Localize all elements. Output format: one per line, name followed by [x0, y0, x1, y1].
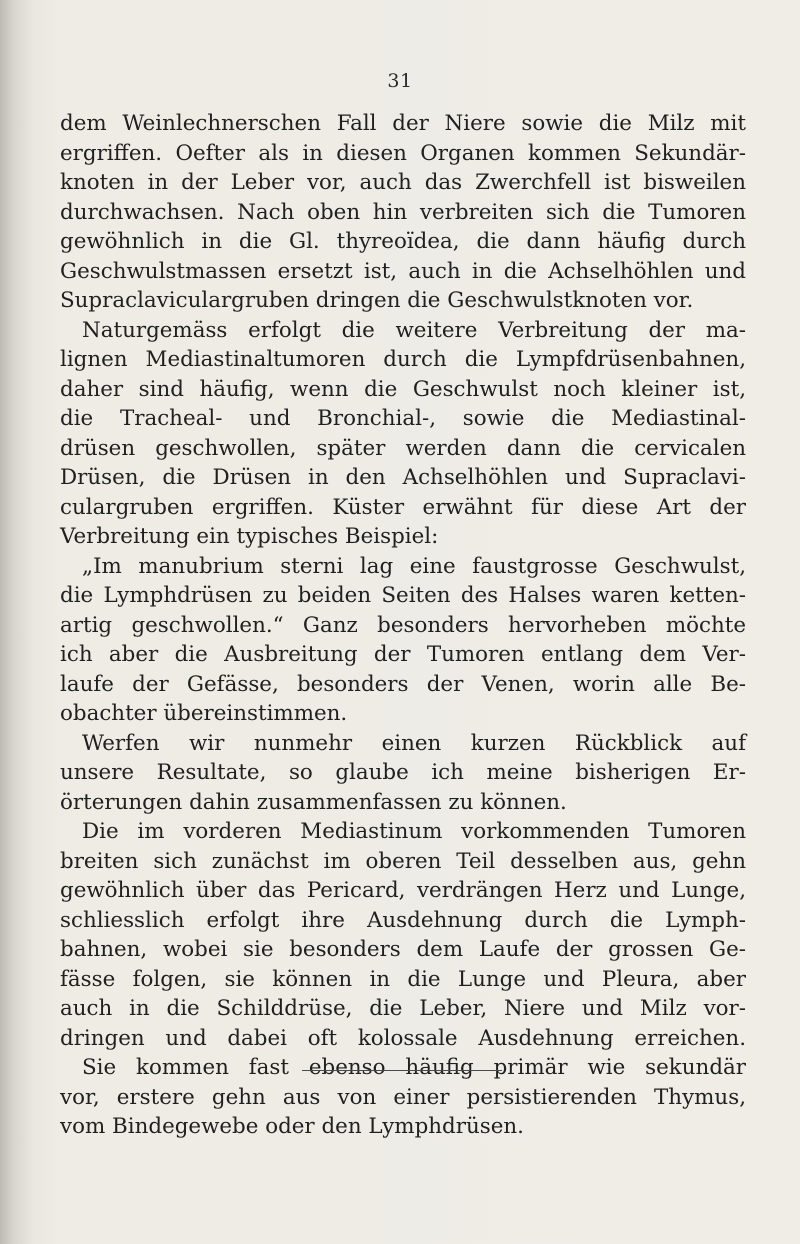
text-line: drüsen geschwollen, später werden dann die cervicalen — [60, 435, 746, 461]
text-line: culargruben ergriffen. Küster erwähnt für diese Art der — [60, 494, 746, 520]
text-line: vor, erstere gehn aus von einer persistierenden Thymus, — [60, 1084, 746, 1110]
text-line: durchwachsen. Nach oben hin verbreiten sich die Tumoren — [60, 199, 746, 225]
text-line: ich aber die Ausbreitung der Tumoren entlang dem Ver- — [60, 642, 746, 667]
text-line: knoten in der Leber vor, auch das Zwerchfell ist bisweilen — [60, 170, 746, 195]
text-line: vom Bindegewebe oder den Lymphdrüsen. — [60, 1114, 524, 1139]
text-line: Geschwulstmassen ersetzt ist, auch in die Achselhöhlen und — [60, 258, 746, 284]
text-line: artig geschwollen.“ Ganz besonders hervorheben möchte — [60, 612, 746, 638]
text-line: breiten sich zunächst im oberen Teil desselben aus, gehn — [60, 848, 746, 874]
page-number: 31 — [387, 70, 413, 92]
text-line: örterungen dahin zusammenfassen zu können. — [60, 789, 567, 815]
text-line: lignen Mediastinaltumoren durch die Lympfdrüsenbahnen, — [60, 347, 746, 372]
text-line: obachter übereinstimmen. — [60, 701, 348, 726]
paragraph-start-line: Werfen wir nunmehr einen kurzen Rückblick auf — [82, 730, 746, 756]
text-line: ergriffen. Oefter als in diesen Organen kommen Sekundär- — [60, 140, 746, 166]
text-line: auch in die Schilddrüse, die Leber, Niere und Milz vor- — [60, 996, 746, 1021]
text-line: fässe folgen, sie können in die Lunge und Pleura, aber — [60, 966, 746, 992]
text-line: Verbreitung ein typisches Beispiel: — [60, 524, 439, 549]
text-line: laufe der Gefässe, besonders der Venen, worin alle Be- — [60, 671, 746, 697]
paragraph-start-line: Naturgemäss erfolgt die weitere Verbreitung der ma- — [82, 317, 746, 343]
text-line: gewöhnlich über das Pericard, verdrängen Herz und Lunge, — [60, 878, 746, 903]
body-text — [60, 109, 746, 1142]
paragraph-start-line: Die im vorderen Mediastinum vorkommenden Tumoren — [82, 819, 746, 844]
text-line: gewöhnlich in die Gl. thyreoïdea, die dann häufig durch — [60, 229, 746, 254]
text-line: bahnen, wobei sie besonders dem Laufe der grossen Ge- — [60, 937, 746, 962]
text-line: unsere Resultate, so glaube ich meine bisherigen Er- — [60, 760, 746, 785]
text-line: schliesslich erfolgt ihre Ausdehnung durch die Lymph- — [60, 907, 746, 933]
footer-rule — [302, 1070, 502, 1071]
text-line: die Lymphdrüsen zu beiden Seiten des Halses waren ketten- — [60, 583, 746, 608]
text-line: dringen und dabei oft kolossale Ausdehnung erreichen. — [60, 1025, 746, 1051]
text-line: Supraclaviculargruben dringen die Geschwulstknoten vor. — [60, 288, 694, 313]
text-line: daher sind häufig, wenn die Geschwulst noch kleiner ist, — [60, 376, 746, 402]
text-line: Drüsen, die Drüsen in den Achselhöhlen und Supraclavi- — [60, 465, 746, 490]
text-line: die Tracheal- und Bronchial-, sowie die Mediastinal- — [60, 406, 746, 431]
paragraph-start-line: Sie kommen fast ebenso häufig primär wie sekundär — [82, 1055, 746, 1080]
text-line: dem Weinlechnerschen Fall der Niere sowie die Milz mit — [60, 111, 746, 136]
paragraph-start-line: „Im manubrium sterni lag eine faustgrosse Geschwulst, — [82, 553, 746, 579]
